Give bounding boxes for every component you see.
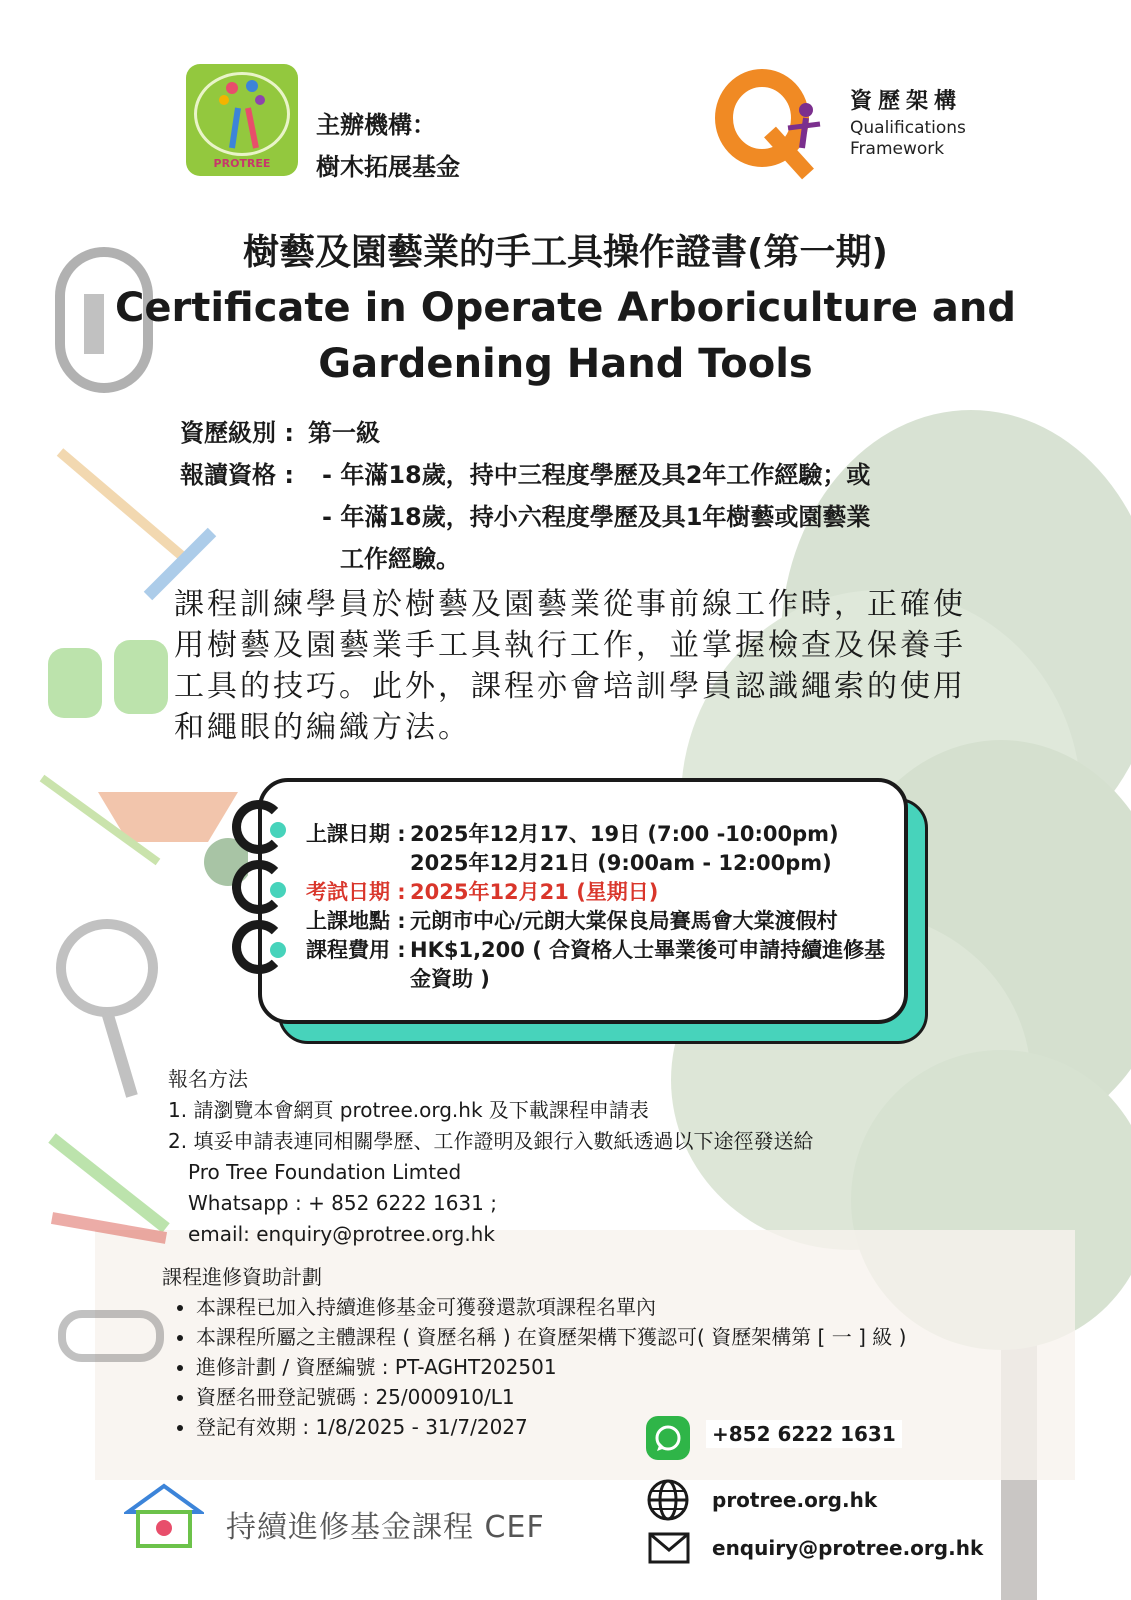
- course-description: 課程訓練學員於樹藝及園藝業從事前線工作時，正確使用樹藝及園藝業手工具執行工作，並掌握檢查及保養手工具的技巧。此外，課程亦會培訓學員認識繩索的使用和繩眼的編織方法。: [174, 587, 966, 745]
- registration-org: Pro Tree Foundation Limted: [188, 1160, 462, 1184]
- contact-email[interactable]: enquiry@protree.org.hk: [712, 1536, 984, 1560]
- registration-step-2: 2. 填妥申請表連同相關學歷、工作證明及銀行入數紙透過以下途徑發送給: [168, 1129, 814, 1153]
- wheelbarrow-icon: [38, 772, 248, 892]
- venue-value: 元朗市中心/元朗大棠保良局賽馬會大棠渡假村: [410, 909, 838, 933]
- list-item: • 登記有效期 : 1/8/2025 - 31/7/2027: [196, 1412, 906, 1442]
- cef-plan-section: [162, 1262, 906, 1442]
- qf-name-en: [850, 118, 966, 160]
- class-date-1: 2025年12月17、19日 (7:00 -10:00pm): [410, 822, 839, 846]
- organizer-name: 樹木拓展基金: [316, 153, 460, 181]
- contact-phone[interactable]: +852 6222 1631: [706, 1420, 902, 1448]
- qualification-level-value: 第一級: [308, 419, 380, 447]
- globe-icon: [646, 1478, 690, 1522]
- requirements-section: [180, 412, 870, 580]
- cef-footer-label: 持續進修基金課程 CEF: [226, 1510, 545, 1545]
- protree-brand-text: PROTREE: [213, 157, 271, 170]
- entry-requirement-label: 報讀資格 :: [180, 461, 294, 489]
- registration-step-1: 1. 請瀏覽本會網頁 protree.org.hk 及下載課程申請表: [168, 1098, 649, 1122]
- binder-ring-dot: [270, 822, 286, 838]
- organizer-label: 主辦機構：: [316, 111, 436, 139]
- registration-heading: 報名方法: [168, 1067, 248, 1091]
- entry-requirement-2-cont: 工作經驗。: [340, 545, 460, 573]
- registration-email: email: enquiry@protree.org.hk: [188, 1222, 495, 1246]
- class-date-label: 上課日期 :: [306, 822, 406, 846]
- qf-name-zh: 資歷架構: [850, 89, 963, 114]
- course-title-zh: 樹藝及園藝業的手工具操作證書(第一期): [243, 232, 888, 273]
- qf-name-en-line1: Qualifications: [850, 118, 966, 138]
- registration-section: [168, 1064, 813, 1250]
- venue-label: 上課地點 :: [306, 909, 406, 933]
- rope-icon: [52, 918, 162, 1098]
- course-schedule-info: [306, 820, 900, 994]
- list-item: • 資歷名冊登記號碼 : 25/000910/L1: [196, 1382, 906, 1412]
- mail-icon: [648, 1532, 690, 1564]
- cef-logo: [124, 1482, 204, 1552]
- list-item: • 本課程已加入持續進修基金可獲發還款項課程名單內: [196, 1292, 906, 1322]
- safety-goggles-icon: [56, 1300, 166, 1370]
- binder-ring-dot: [270, 882, 286, 898]
- exam-date-label: 考試日期 :: [306, 880, 406, 904]
- qualification-level-label: 資歷級別 :: [180, 419, 294, 447]
- course-title-en-line2: Gardening Hand Tools: [318, 341, 813, 387]
- class-date-2: 2025年12月21日 (9:00am - 12:00pm): [410, 851, 832, 875]
- contact-website[interactable]: protree.org.hk: [712, 1488, 878, 1512]
- entry-requirement-2: - 年滿18歲，持小六程度學歷及具1年樹藝或園藝業: [322, 503, 871, 531]
- qualifications-framework-logo: [710, 62, 826, 180]
- list-item: • 本課程所屬之主體課程 ( 資歷名稱 ) 在資歷架構下獲認可( 資歷架構第 [ 一 ] 級 ): [196, 1322, 906, 1352]
- registration-whatsapp: Whatsapp : + 852 6222 1631 ;: [188, 1191, 497, 1215]
- course-title-en: [0, 280, 1131, 392]
- whatsapp-icon[interactable]: [646, 1416, 690, 1460]
- organizer-block: [316, 104, 460, 188]
- fee-value: HK$1,200 ( 合資格人士畢業後可申請持續進修基金資助 ): [410, 938, 886, 991]
- binder-ring-dot: [270, 942, 286, 958]
- qf-name-en-line2: Framework: [850, 139, 945, 159]
- cef-plan-heading: 課程進修資助計劃: [162, 1265, 322, 1289]
- gloves-icon: [44, 632, 174, 722]
- course-title-en-line1: Certificate in Operate Arboriculture and: [115, 285, 1016, 331]
- fee-label: 課程費用 :: [306, 938, 406, 962]
- entry-requirement-1: - 年滿18歲，持中三程度學歷及具2年工作經驗；或: [322, 461, 871, 489]
- protree-logo: [186, 64, 298, 176]
- exam-date-value: 2025年12月21 (星期日): [410, 880, 659, 904]
- list-item: • 進修計劃 / 資歷編號 : PT-AGHT202501: [196, 1352, 906, 1382]
